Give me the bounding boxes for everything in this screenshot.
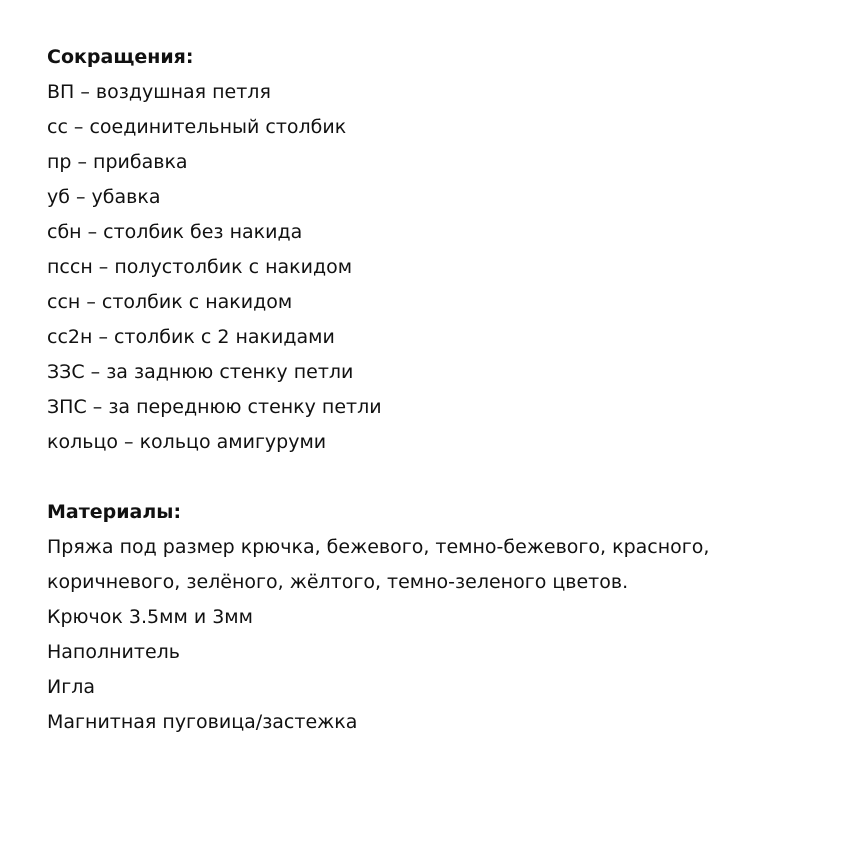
abbreviations-section	[47, 40, 837, 460]
abbreviation-item: сс – соединительный столбик	[47, 116, 347, 138]
materials-section	[47, 495, 837, 740]
abbreviation-item: ЗПС – за переднюю стенку петли	[47, 396, 382, 418]
material-item: Магнитная пуговица/застежка	[47, 711, 358, 733]
material-item: Игла	[47, 676, 95, 698]
material-item: Крючок 3.5мм и 3мм	[47, 606, 253, 628]
abbreviations-title: Сокращения:	[47, 46, 194, 68]
abbreviation-item: ссн – столбик с накидом	[47, 291, 293, 313]
abbreviations-list	[47, 75, 837, 460]
abbreviation-item: сбн – столбик без накида	[47, 221, 303, 243]
abbreviation-item: пссн – полустолбик с накидом	[47, 256, 353, 278]
materials-title: Материалы:	[47, 501, 182, 523]
abbreviation-item: уб – убавка	[47, 186, 161, 208]
abbreviation-item: пр – прибавка	[47, 151, 188, 173]
materials-list	[47, 530, 837, 740]
abbreviation-item: кольцо – кольцо амигуруми	[47, 431, 327, 453]
abbreviation-item: ЗЗС – за заднюю стенку петли	[47, 361, 354, 383]
material-item: коричневого, зелёного, жёлтого, темно-зеленого цветов.	[47, 571, 629, 593]
material-item: Пряжа под размер крючка, бежевого, темно-бежевого, красного,	[47, 536, 710, 558]
abbreviation-item: сс2н – столбик с 2 накидами	[47, 326, 335, 348]
material-item: Наполнитель	[47, 641, 180, 663]
abbreviation-item: ВП – воздушная петля	[47, 81, 271, 103]
document	[47, 40, 837, 740]
